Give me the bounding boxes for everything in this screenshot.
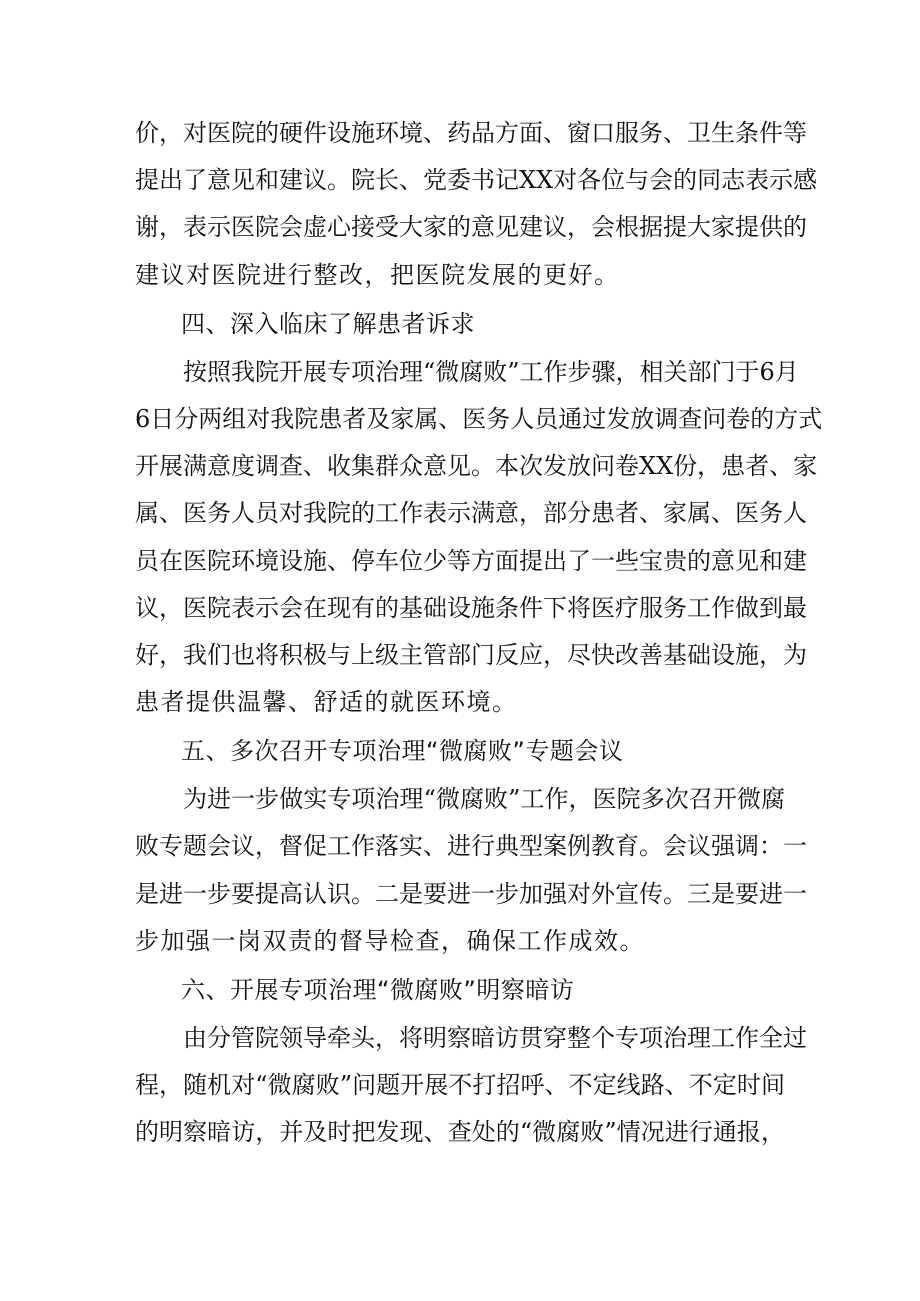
- text-line: 议，医院表示会在现有的基础设施条件下将医疗服务工作做到最: [135, 593, 807, 622]
- text-line: 败专题会议，督促工作落实、进行典型案例教育。会议强调：一: [135, 832, 807, 861]
- text-line: 建议对医院进行整改，把医院发展的更好。: [135, 260, 620, 289]
- section-heading-4: 四、深入临床了解患者诉求: [181, 309, 475, 338]
- section-heading-5: 五、多次召开专项治理“微腐败”专题会议: [181, 737, 624, 766]
- text-line: 程，随机对“微腐败”问题开展不打招呼、不定线路、不定时间: [135, 1071, 785, 1100]
- text-line: 开展满意度调查、收集群众意见。本次发放问卷XX份，患者、家: [135, 452, 818, 481]
- text-line: 是进一步要提高认识。二是要进一步加强对外宣传。三是要进一: [135, 879, 807, 908]
- paragraph-section-5: [135, 776, 807, 965]
- text-line: 由分管院领导牵头，将明察暗访贯穿整个专项治理工作全过: [183, 1024, 807, 1052]
- text-line: 提出了意见和建议。院长、党委书记XX对各位与会的同志表示感: [135, 166, 818, 195]
- text-line: 好，我们也将积极与上级主管部门反应，尽快改善基础设施，为: [135, 640, 807, 669]
- paragraph-section-4: [135, 349, 823, 727]
- text-line: 价，对医院的硬件设施环境、药品方面、窗口服务、卫生条件等: [135, 119, 807, 147]
- text-line: 6日分两组对我院患者及家属、医务人员通过发放调查问卷的方式: [135, 404, 823, 433]
- text-line: 属、医务人员对我院的工作表示满意，部分患者、家属、医务人: [135, 499, 807, 528]
- section-heading-6: 六、开展专项治理“微腐败”明察暗访: [181, 976, 575, 1004]
- paragraph-section-6: [135, 1015, 807, 1157]
- text-line: 员在医院环境设施、停车位少等方面提出了一些宝贵的意见和建: [135, 546, 807, 575]
- text-line: 谢，表示医院会虚心接受大家的意见建议，会根据提大家提供的: [135, 213, 807, 242]
- text-line: 为进一步做实专项治理“微腐败”工作，医院多次召开微腐: [183, 785, 785, 814]
- text-line: 患者提供温馨、舒适的就医环境。: [135, 688, 518, 717]
- text-line: 步加强一岗双责的督导检查，确保工作成效。: [135, 926, 645, 955]
- paragraph-continuation: [135, 110, 818, 299]
- text-line: 按照我院开展专项治理“微腐败”工作步骤，相关部门于6月: [183, 357, 799, 386]
- document-page: [135, 110, 823, 1157]
- text-line: 的明察暗访，并及时把发现、查处的“微腐败”情况进行通报，: [135, 1118, 785, 1147]
